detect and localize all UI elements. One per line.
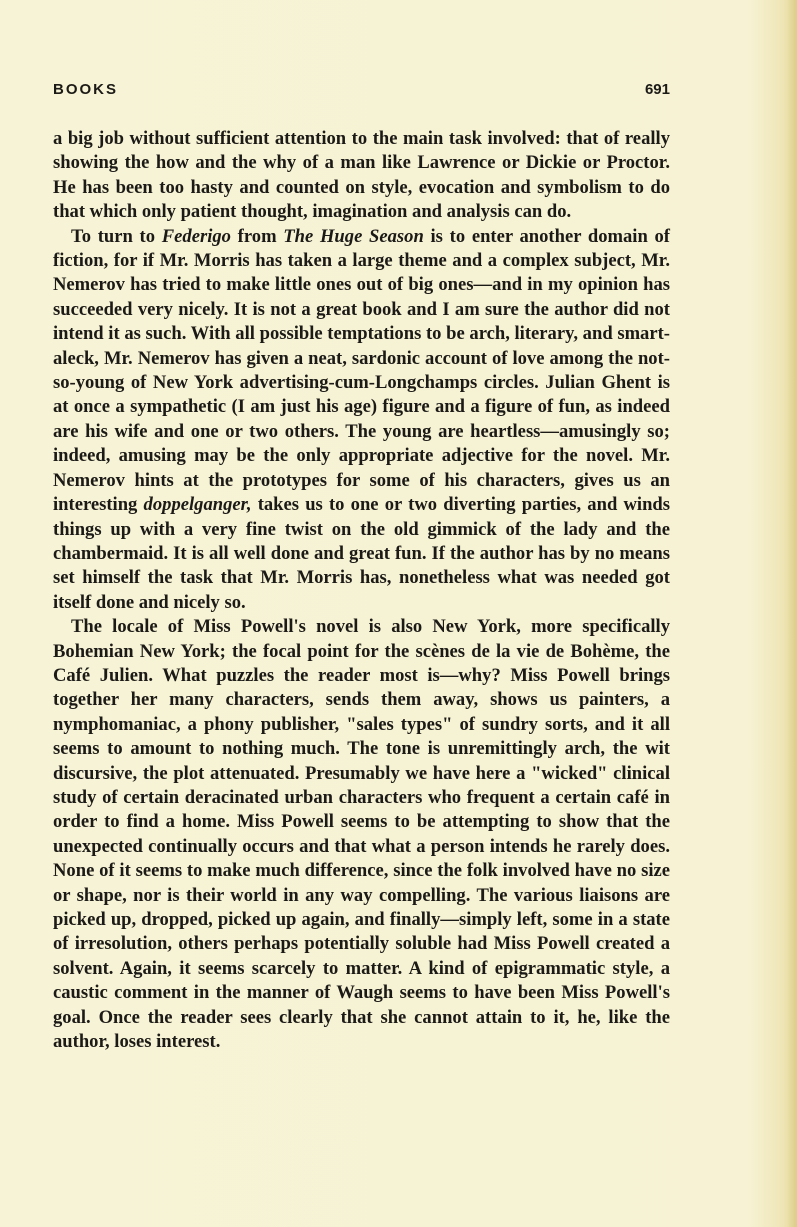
paragraph-2-text-c: is to enter another domain of fiction, for if Mr. Morris has taken a large theme and a complex subject, Mr. Nemerov has tried to make little ones out of big ones—and in my opinion has succeeded very nicely. It is not a great book and I am sure the author did not intend it as such. With all possible temptations to be arch, literary, and smart-aleck, Mr. Nemerov has given a neat, sardonic account of love among the not-so-young of New York advertising-cum-Longchamps circles. Julian Ghent is at once a sympathetic (I am just his age) figure and a figure of fun, as indeed are his wife and one or two others. The young are heartless—amusingly so; indeed, amusing may be the only appropriate adjective for the novel. Mr. Nemerov hints at the prototypes for some of his characters, gives us an interesting <box>53 225 670 516</box>
paragraph-1-text: a big job without sufficient attention to the main task involved: that of really showing the how and the why of a man like Lawrence or Dickie or Proctor. He has been too hasty and counted on style, evocation and symbolism to do that which only patient thought, imagination and analysis can do. <box>53 128 670 223</box>
paragraph-3-text: The locale of Miss Powell's novel is also New York, more specifically Bohemian New York; the focal point for the scènes de la vie de Bohème, the Café Julien. What puzzles the reader most is—why? Miss Powell brings together her many characters, sends them away, shows us painters, a nymphomaniac, a phony publisher, "sales types" of sundry sorts, and it all seems to amount to nothing much. The tone is unremittingly arch, the wit discursive, the plot attenuated. Presumably we have here a "wicked" clinical study of certain deracinated urban characters who frequent a certain café in order to find a home. Miss Powell seems to be attempting to show that the unexpected continually occurs and that what a person intends he rarely does. None of it seems to make much difference, since the folk involved have no size or shape, nor is their world in any way compelling. The various liaisons are picked up, dropped, picked up again, and finally—simply left, some in a state of irresolution, others perhaps potentially soluble had Miss Powell created a solvent. Again, it seems scarcely to matter. A kind of epigrammatic style, a caustic comment in the manner of Waugh seems to have been Miss Powell's goal. Once the reader sees clearly that she cannot attain to it, he, like the author, loses interest. <box>53 616 670 1053</box>
paragraph-2-text-b: from <box>230 225 284 247</box>
body-text <box>53 127 670 1054</box>
book-title-federigo: Federigo <box>161 225 231 247</box>
italic-term-doppelganger: doppelganger, <box>143 494 252 516</box>
page-edge-shadow <box>787 0 797 1227</box>
paragraph-2 <box>53 225 670 616</box>
paragraph-3 <box>53 615 670 1054</box>
book-title-huge-season: The Huge Season <box>283 225 424 247</box>
paragraph-2-text-a: To turn to <box>71 225 162 247</box>
paragraph-1 <box>53 127 670 225</box>
page-number: 691 <box>644 81 670 98</box>
paragraph-2-text-d: takes us to one or two diverting parties, and winds things up with a very fine twist on the old gimmick of the lady and the chambermaid. It is all well done and great fun. If the author has by no means set himself the task that Mr. Morris has, nonetheless what was needed got itself done and nicely so. <box>53 494 670 613</box>
section-title: BOOKS <box>53 81 119 98</box>
running-head <box>53 81 670 103</box>
